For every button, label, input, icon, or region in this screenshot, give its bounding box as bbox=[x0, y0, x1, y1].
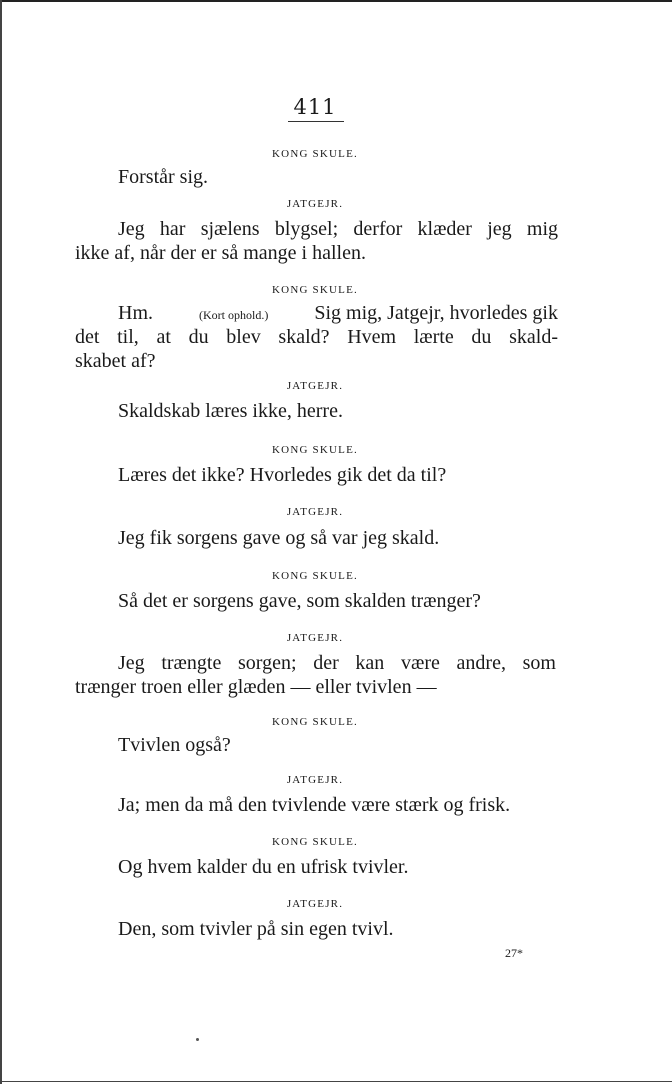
dialogue-line: Skaldskab læres ikke, herre. bbox=[118, 400, 343, 422]
dialogue-line: skabet af? bbox=[75, 350, 156, 372]
page-number-rule bbox=[288, 121, 344, 122]
page-top-border bbox=[0, 0, 672, 2]
dialogue-line: Og hvem kalder du en ufrisk tvivler. bbox=[118, 856, 409, 878]
speaker-heading: KONG SKULE. bbox=[272, 716, 358, 728]
page-bottom-border bbox=[0, 1081, 672, 1082]
speaker-heading: JATGEJR. bbox=[286, 774, 344, 786]
speaker-heading: KONG SKULE. bbox=[272, 570, 358, 582]
dialogue-fragment: Hm. bbox=[118, 302, 153, 324]
ink-speck bbox=[196, 1038, 199, 1041]
dialogue-fragment: Sig mig, Jatgejr, hvorledes gik bbox=[314, 302, 558, 324]
dialogue-line: Jeg fik sorgens gave og så var jeg skald. bbox=[118, 527, 440, 549]
speaker-heading: JATGEJR. bbox=[286, 898, 344, 910]
dialogue-line: Ja; men da må den tvivlende være stærk og frisk. bbox=[118, 794, 511, 816]
dialogue-line: Jeg har sjælens blygsel; derfor klæder jeg mig bbox=[118, 218, 558, 240]
signature-mark: 27* bbox=[505, 946, 523, 960]
page-left-border bbox=[0, 0, 2, 1084]
page-number: 411 bbox=[293, 95, 337, 119]
dialogue-line: det til, at du blev skald? Hvem lærte du skald- bbox=[75, 326, 558, 348]
speaker-heading: KONG SKULE. bbox=[272, 836, 358, 848]
dialogue-line: Den, som tvivler på sin egen tvivl. bbox=[118, 918, 394, 940]
speaker-heading: JATGEJR. bbox=[286, 380, 344, 392]
dialogue-line: trænger troen eller glæden — eller tvivlen — bbox=[75, 676, 437, 698]
dialogue-line: Jeg trængte sorgen; der kan være andre, som bbox=[118, 652, 556, 674]
speaker-heading: KONG SKULE. bbox=[272, 148, 358, 160]
speaker-heading: JATGEJR. bbox=[286, 506, 344, 518]
speaker-heading: JATGEJR. bbox=[286, 198, 344, 210]
dialogue-line-with-stage-direction bbox=[118, 302, 558, 325]
dialogue-line: ikke af, når der er så mange i hallen. bbox=[75, 242, 366, 264]
dialogue-line: Forstår sig. bbox=[118, 166, 208, 188]
speaker-heading: KONG SKULE. bbox=[272, 284, 358, 296]
dialogue-line: Tvivlen også? bbox=[118, 734, 231, 756]
speaker-heading: KONG SKULE. bbox=[272, 444, 358, 456]
stage-direction: (Kort ophold.) bbox=[199, 308, 269, 322]
speaker-heading: JATGEJR. bbox=[286, 632, 344, 644]
dialogue-line: Så det er sorgens gave, som skalden trænger? bbox=[118, 590, 481, 612]
dialogue-line: Læres det ikke? Hvorledes gik det da til? bbox=[118, 464, 447, 486]
